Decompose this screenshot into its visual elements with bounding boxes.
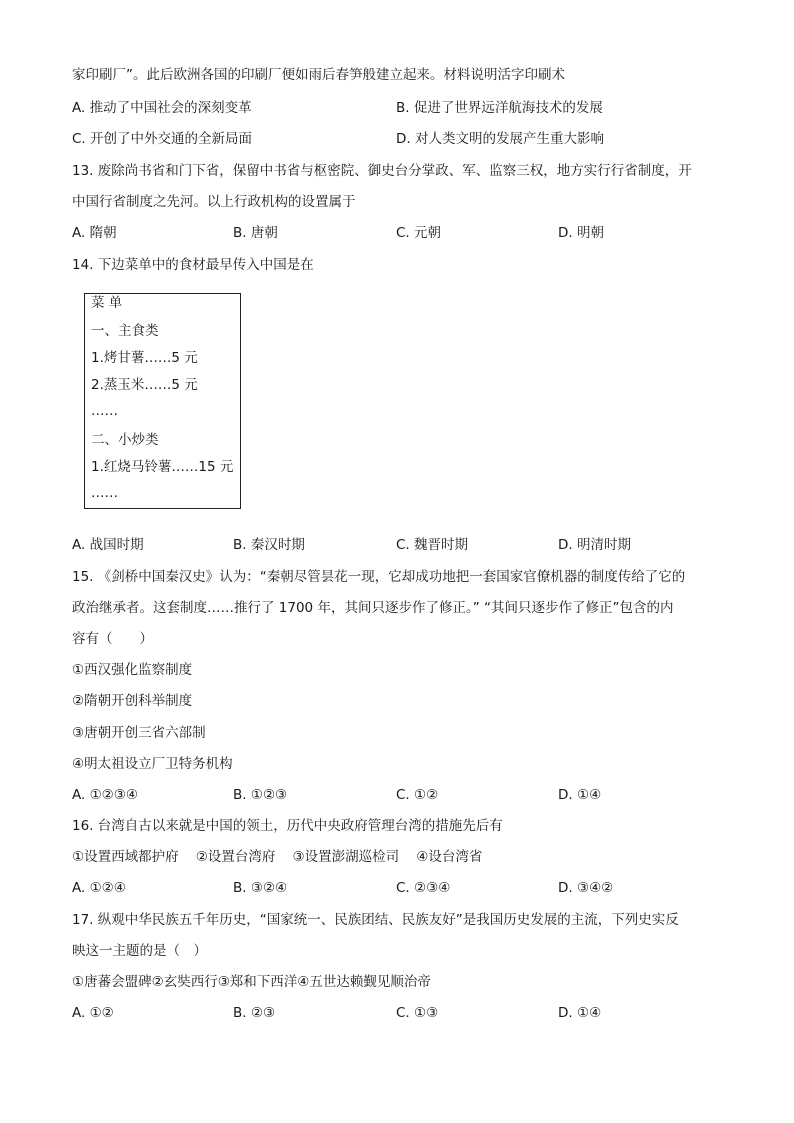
q15-item-3: ③唐朝开创三省六部制	[72, 725, 206, 741]
q15-item-1: ①西汉强化监察制度	[72, 662, 193, 678]
q16-option-c[interactable]: C. ②③④	[396, 880, 451, 896]
q13-option-b[interactable]: B. 唐朝	[233, 225, 278, 241]
q15-option-a[interactable]: A. ①②③④	[72, 787, 138, 803]
q14-stem: 14. 下边菜单中的食材最早传入中国是在	[72, 257, 314, 273]
q15-stem-line2: 政治继承者。这套制度……推行了 1700 年，其间只逐步作了修正。” “其间只逐步作了修正”包含的内	[72, 600, 674, 616]
menu-box	[84, 293, 241, 509]
q13-stem-line1: 13. 废除尚书省和门下省，保留中书省与枢密院、御史台分掌政、军、监察三权，地方实行行省制度，开	[72, 163, 692, 179]
menu-section-stirfry: 二、小炒类	[91, 432, 159, 448]
menu-item: 1.红烧马铃薯……15 元	[91, 459, 234, 475]
q13-option-d[interactable]: D. 明朝	[558, 225, 604, 241]
q17-option-d[interactable]: D. ①④	[558, 1005, 602, 1021]
q12-option-d[interactable]: D. 对人类文明的发展产生重大影响	[396, 131, 604, 147]
q12-option-c[interactable]: C. 开创了中外交通的全新局面	[72, 131, 253, 147]
q12-option-a[interactable]: A. 推动了中国社会的深刻变革	[72, 100, 252, 116]
q13-stem-line2: 中国行省制度之先河。以上行政机构的设置属于	[72, 194, 356, 210]
q14-option-a[interactable]: A. 战国时期	[72, 537, 144, 553]
q14-option-d[interactable]: D. 明清时期	[558, 537, 631, 553]
menu-section-staples: 一、主食类	[91, 323, 159, 339]
q13-option-a[interactable]: A. 隋朝	[72, 225, 117, 241]
q17-items: ①唐蕃会盟碑②玄奘西行③郑和下西洋④五世达赖觐见顺治帝	[72, 974, 431, 990]
q17-option-b[interactable]: B. ②③	[233, 1005, 276, 1021]
q15-option-d[interactable]: D. ①④	[558, 787, 602, 803]
q15-item-2: ②隋朝开创科举制度	[72, 693, 193, 709]
q17-option-c[interactable]: C. ①③	[396, 1005, 439, 1021]
menu-item: 2.蒸玉米……5 元	[91, 377, 198, 393]
q14-option-c[interactable]: C. 魏晋时期	[396, 537, 469, 553]
q12-option-b[interactable]: B. 促进了世界远洋航海技术的发展	[396, 100, 603, 116]
q16-option-d[interactable]: D. ③④②	[558, 880, 614, 896]
q15-item-4: ④明太祖设立厂卫特务机构	[72, 756, 233, 772]
q16-stem: 16. 台湾自古以来就是中国的领土，历代中央政府管理台湾的措施先后有	[72, 818, 503, 834]
q17-stem-line2: 映这一主题的是（ ）	[72, 943, 207, 959]
menu-ellipsis: ……	[91, 403, 118, 419]
q17-stem-line1: 17. 纵观中华民族五千年历史，“国家统一、民族团结、民族友好”是我国历史发展的主流，下列史实反	[72, 912, 679, 928]
q16-items: ①设置西域都护府 ②设置台湾府 ③设置澎湖巡检司 ④设台湾省	[72, 849, 483, 865]
menu-title: 菜 单	[91, 295, 123, 311]
q15-option-c[interactable]: C. ①②	[396, 787, 439, 803]
q16-option-a[interactable]: A. ①②④	[72, 880, 126, 896]
q17-option-a[interactable]: A. ①②	[72, 1005, 114, 1021]
q15-stem-line1: 15. 《剑桥中国秦汉史》认为：“秦朝尽管昙花一现，它却成功地把一套国家官僚机器的制度传给了它的	[72, 569, 686, 585]
q16-option-b[interactable]: B. ③②④	[233, 880, 288, 896]
q12-stem-tail: 家印刷厂”。此后欧洲各国的印刷厂便如雨后春笋般建立起来。材料说明活字印刷术	[72, 67, 565, 83]
q15-option-b[interactable]: B. ①②③	[233, 787, 288, 803]
q13-option-c[interactable]: C. 元朝	[396, 225, 442, 241]
q14-option-b[interactable]: B. 秦汉时期	[233, 537, 305, 553]
q15-stem-line3: 容有（ ）	[72, 631, 153, 647]
menu-ellipsis: ……	[91, 485, 118, 501]
menu-item: 1.烤甘薯……5 元	[91, 350, 198, 366]
